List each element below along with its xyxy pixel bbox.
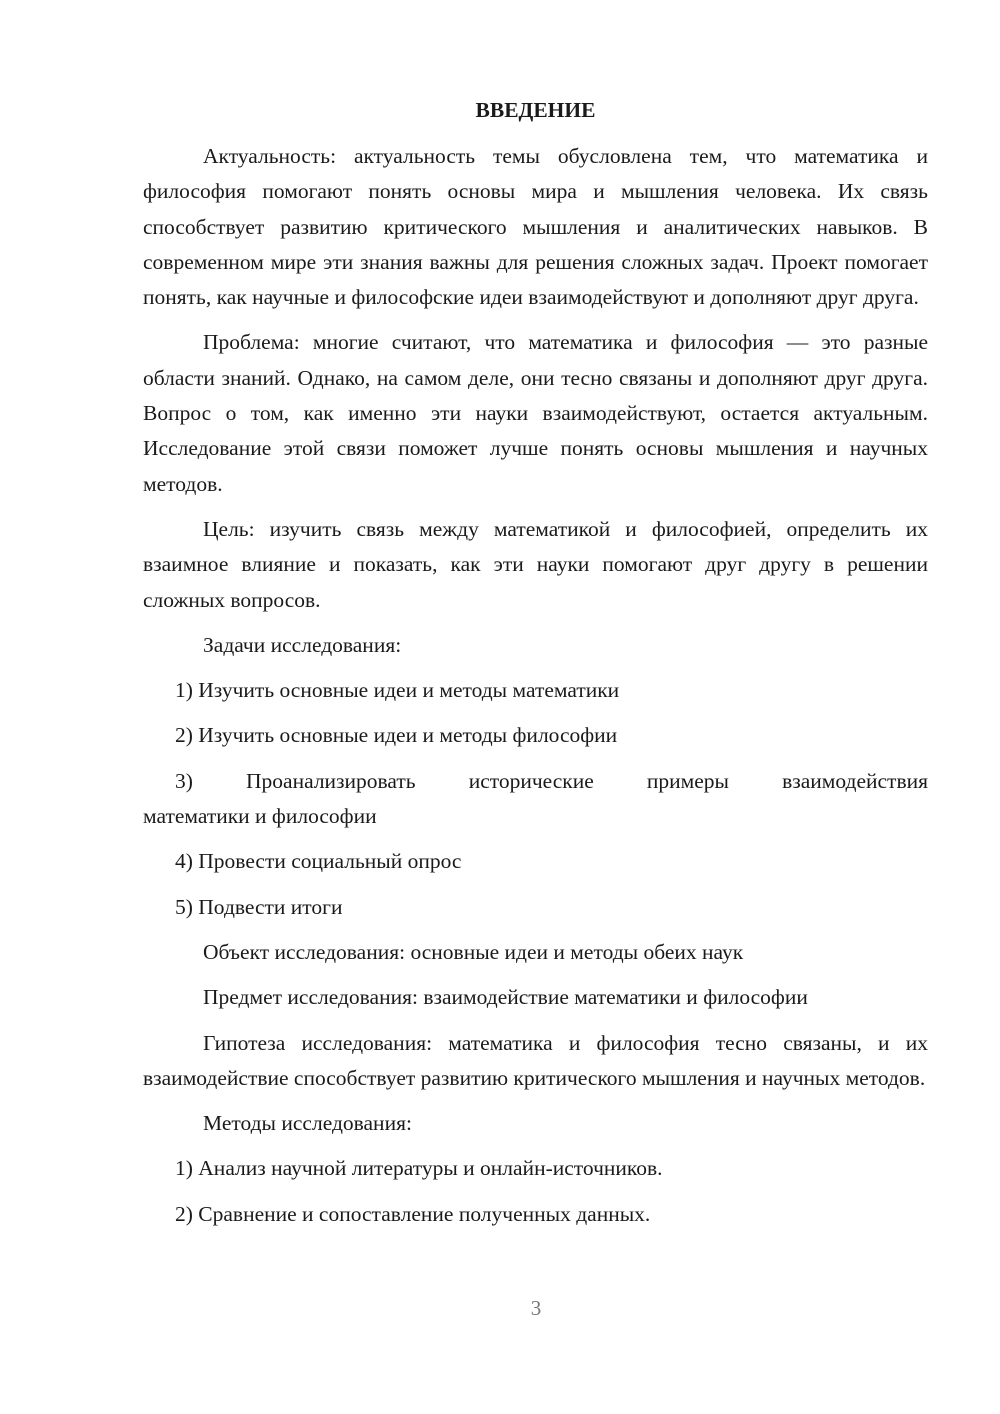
subject-line: Предмет исследования: взаимодействие математики и философии — [203, 985, 808, 1010]
task-item-4: 4) Провести социальный опрос — [175, 849, 462, 874]
method-item-1: 1) Анализ научной литературы и онлайн-источников. — [175, 1156, 663, 1181]
task-item-5: 5) Подвести итоги — [175, 894, 343, 919]
section-title: ВВЕДЕНИЕ — [475, 98, 596, 122]
task-item-3 — [143, 764, 928, 835]
goal-paragraph: Цель: изучить связь между математикой и философией, определить их взаимное влияние и показать, как эти науки помогают друг другу в решении сложных вопросов. — [143, 516, 928, 612]
task-item-3-line-2: математики и философии — [143, 804, 377, 829]
relevance-paragraph: Актуальность: актуальность темы обусловлена тем, что математика и философия помогают понять основы мира и мышления человека. Их связь способствует развитию критического мышления и аналитических навыков. В современном мире эти знания важны для решения сложных задач. Проект помогает понять, как научные и философские идеи взаимодействуют и дополняют друг друга. — [143, 144, 928, 310]
methods-heading: Методы исследования: — [203, 1111, 412, 1136]
page-number: 3 — [530, 1296, 542, 1320]
task-item-1: 1) Изучить основные идеи и методы математики — [175, 678, 620, 703]
task-item-3-line-1: 3) Проанализировать исторические примеры взаимодействия — [175, 768, 928, 793]
tasks-heading: Задачи исследования: — [203, 632, 402, 657]
document-page — [143, 95, 928, 1242]
object-line: Объект исследования: основные идеи и методы обеих наук — [203, 939, 744, 964]
task-item-2: 2) Изучить основные идеи и методы философии — [175, 723, 618, 748]
method-item-2: 2) Сравнение и сопоставление полученных данных. — [175, 1201, 651, 1226]
hypothesis-paragraph: Гипотеза исследования: математика и философия тесно связаны, и их взаимодействие способствует развитию критического мышления и научных методов. — [143, 1030, 928, 1090]
problem-paragraph: Проблема: многие считают, что математика и философия — это разные области знаний. Однако, на самом деле, они тесно связаны и дополняют друг друга. Вопрос о том, как именно эти науки взаимодействуют, остается актуальным. Исследование этой связи поможет лучше понять основы мышления и научных методов. — [143, 330, 928, 496]
